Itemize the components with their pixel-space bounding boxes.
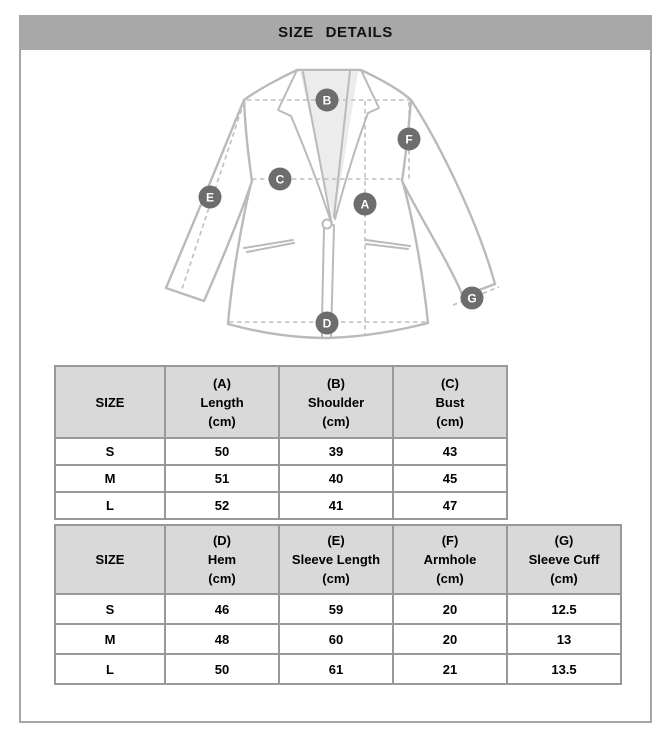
column-header: (F) Armhole (cm) <box>393 525 507 594</box>
header-row <box>55 525 621 594</box>
measurement-cell: 20 <box>393 594 507 624</box>
measurement-cell: 52 <box>165 492 279 519</box>
svg-text:C: C <box>275 172 285 187</box>
svg-text:E: E <box>205 190 215 205</box>
column-header: SIZE <box>55 525 165 594</box>
column-header: (B) Shoulder (cm) <box>279 366 393 438</box>
measurement-cell: 12.5 <box>507 594 621 624</box>
column-header: (E) Sleeve Length (cm) <box>279 525 393 594</box>
jacket-diagram <box>147 59 537 356</box>
svg-text:G: G <box>467 291 477 306</box>
measurement-cell: 50 <box>165 654 279 684</box>
column-header: (G) Sleeve Cuff (cm) <box>507 525 621 594</box>
measurement-badge-b <box>316 89 339 112</box>
measurement-cell: 13 <box>507 624 621 654</box>
measurement-cell: 60 <box>279 624 393 654</box>
size-table-bottom <box>54 524 622 685</box>
measurement-badge-d <box>316 312 339 335</box>
measurement-cell: 43 <box>393 438 507 465</box>
svg-text:D: D <box>322 316 332 331</box>
size-table-top <box>54 365 508 520</box>
column-header: (A) Length (cm) <box>165 366 279 438</box>
measurement-cell: 41 <box>279 492 393 519</box>
measurement-badge-c <box>269 168 292 191</box>
svg-text:A: A <box>360 197 370 212</box>
measurement-cell: 61 <box>279 654 393 684</box>
measurement-badge-a <box>354 193 377 216</box>
measurement-cell: 48 <box>165 624 279 654</box>
measurement-badge-g <box>461 287 484 310</box>
measurement-cell: 45 <box>393 465 507 492</box>
size-label-cell: S <box>55 438 165 465</box>
header-row <box>55 366 507 438</box>
size-row <box>55 465 507 492</box>
measurement-cell: 40 <box>279 465 393 492</box>
size-label-cell: L <box>55 492 165 519</box>
column-header: (D) Hem (cm) <box>165 525 279 594</box>
page-title: SIZE DETAILS <box>21 15 650 50</box>
column-header: SIZE <box>55 366 165 438</box>
measurement-cell: 59 <box>279 594 393 624</box>
measurement-cell: 39 <box>279 438 393 465</box>
measurement-cell: 47 <box>393 492 507 519</box>
size-details-panel <box>19 15 652 723</box>
size-row <box>55 624 621 654</box>
size-row <box>55 492 507 519</box>
svg-text:B: B <box>322 93 332 108</box>
svg-text:F: F <box>405 132 413 147</box>
measurement-badge-e <box>199 186 222 209</box>
size-label-cell: M <box>55 465 165 492</box>
size-row <box>55 438 507 465</box>
measurement-cell: 50 <box>165 438 279 465</box>
size-row <box>55 594 621 624</box>
measurement-cell: 20 <box>393 624 507 654</box>
size-label-cell: L <box>55 654 165 684</box>
measurement-badge-f <box>398 128 421 151</box>
measurement-cell: 46 <box>165 594 279 624</box>
column-header: (C) Bust (cm) <box>393 366 507 438</box>
jacket-button <box>323 220 332 229</box>
size-row <box>55 654 621 684</box>
measurement-cell: 21 <box>393 654 507 684</box>
measurement-cell: 13.5 <box>507 654 621 684</box>
size-label-cell: S <box>55 594 165 624</box>
measurement-cell: 51 <box>165 465 279 492</box>
size-label-cell: M <box>55 624 165 654</box>
